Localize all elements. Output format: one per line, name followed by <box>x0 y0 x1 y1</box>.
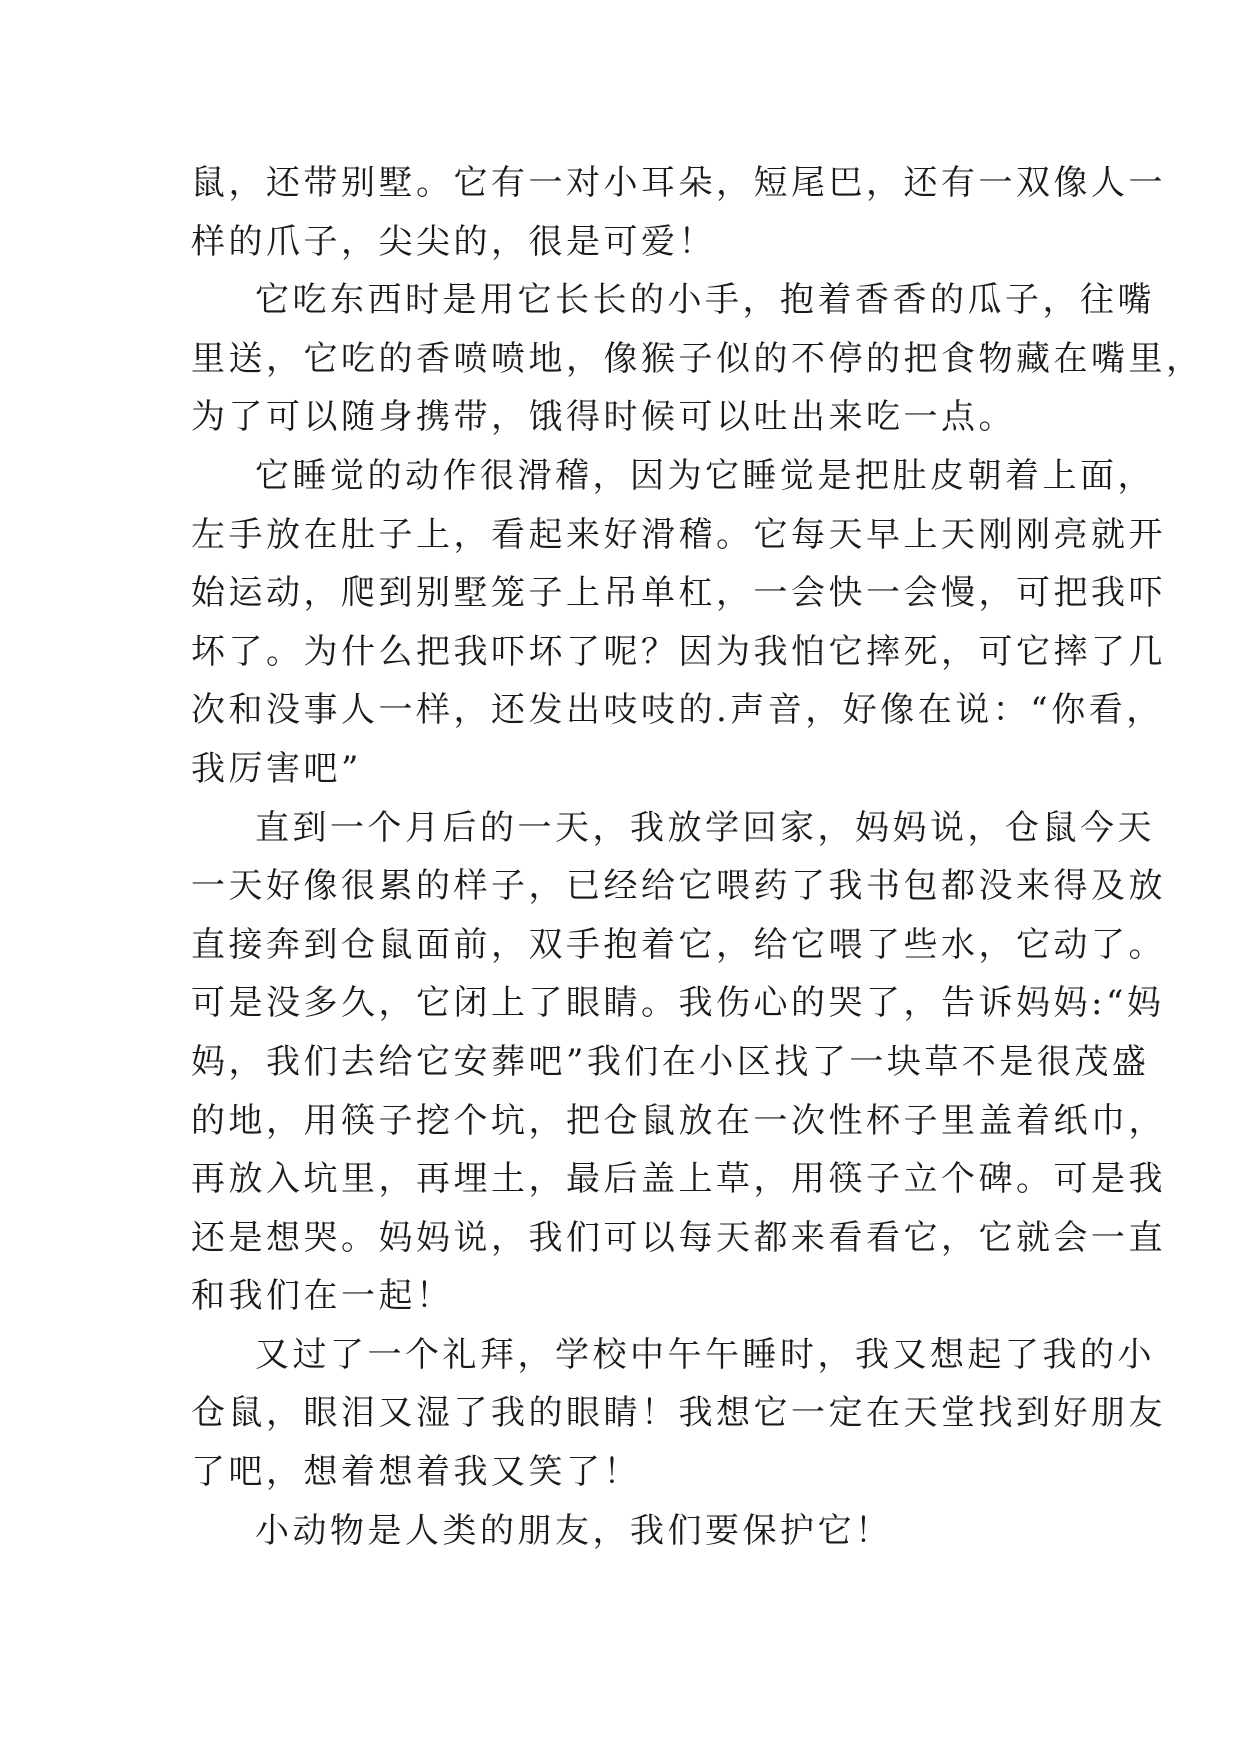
text-line: 再放入坑里，再埋土，最后盖上草，用筷子立个碑。可是我 <box>191 1159 1166 1200</box>
text-line: 始运动，爬到别墅笼子上吊单杠，一会快一会慢，可把我吓 <box>191 573 1166 614</box>
text-line: 还是想哭。妈妈说，我们可以每天都来看看它，它就会一直 <box>191 1217 1166 1258</box>
text-line: 直接奔到仓鼠面前，双手抱着它，给它喂了些水，它动了。 <box>191 924 1166 965</box>
text-line: 我厉害吧” <box>191 748 362 789</box>
paragraph-first-line: 小动物是人类的朋友，我们要保护它！ <box>255 1510 893 1551</box>
text-line: 妈，我们去给它安葬吧”我们在小区找了一块草不是很茂盛 <box>191 1041 1150 1082</box>
text-line: 坏了。为什么把我吓坏了呢？因为我怕它摔死，可它摔了几 <box>191 631 1166 672</box>
paragraph-first-line: 直到一个月后的一天，我放学回家，妈妈说，仓鼠今天 <box>255 807 1155 848</box>
text-line: 和我们在一起！ <box>191 1276 454 1317</box>
text-line: 一天好像很累的样子，已经给它喂药了我书包都没来得及放 <box>191 866 1166 907</box>
text-line: 可是没多久，它闭上了眼睛。我伤心的哭了，告诉妈妈:“妈 <box>191 983 1165 1024</box>
text-line: 样的爪子，尖尖的，很是可爱！ <box>191 221 716 262</box>
text-line: 仓鼠，眼泪又湿了我的眼睛！我想它一定在天堂找到好朋友 <box>191 1393 1166 1434</box>
paragraph-first-line: 它吃东西时是用它长长的小手，抱着香香的瓜子，往嘴 <box>255 280 1155 321</box>
text-line: 鼠，还带别墅。它有一对小耳朵，短尾巴，还有一双像人一 <box>191 163 1166 203</box>
paragraph-first-line: 它睡觉的动作很滑稽，因为它睡觉是把肚皮朝着上面， <box>255 455 1155 496</box>
text-line: 里送，它吃的香喷喷地，像猴子似的不停的把食物藏在嘴里， <box>191 338 1204 379</box>
document-body <box>191 154 1204 1560</box>
text-line: 的地，用筷子挖个坑，把仓鼠放在一次性杯子里盖着纸巾， <box>191 1100 1166 1141</box>
paragraph-first-line: 又过了一个礼拜，学校中午午睡时，我又想起了我的小 <box>255 1334 1155 1375</box>
text-line: 了吧，想着想着我又笑了！ <box>191 1452 641 1493</box>
text-line: 为了可以随身携带，饿得时候可以吐出来吃一点。 <box>191 397 1016 438</box>
text-line: 次和没事人一样，还发出吱吱的.声音，好像在说：“你看， <box>191 690 1164 731</box>
text-line: 左手放在肚子上，看起来好滑稽。它每天早上天刚刚亮就开 <box>191 514 1166 555</box>
